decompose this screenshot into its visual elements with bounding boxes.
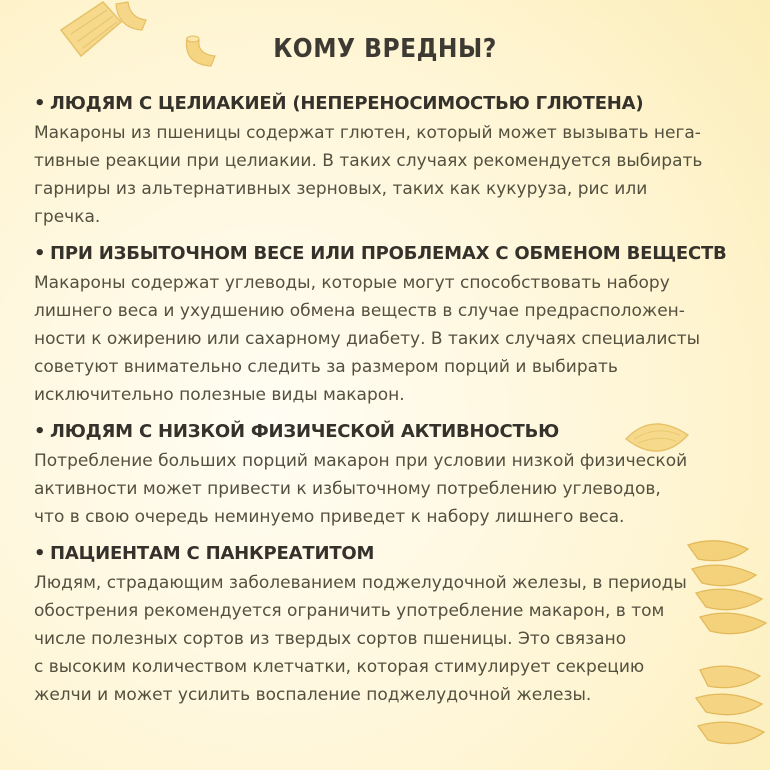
section-text: Макароны из пшеницы содержат глютен, который может вызывать нега- тивные реакции при целиакии. В таких случаях рекомендуется выбирать гарниры из альтернативных зерновых, таких как кукуруза, рис или гречка. (34, 123, 703, 227)
section-heading-text: ЛЮДЯМ С ЦЕЛИАКИЕЙ (НЕПЕРЕНОСИМОСТЬЮ ГЛЮТЕНА) (50, 93, 644, 114)
section-heading-text: ПАЦИЕНТАМ С ПАНКРЕАТИТОМ (50, 543, 375, 564)
page-title: КОМУ ВРЕДНЫ? (273, 34, 497, 64)
bullet-point: • (34, 243, 46, 264)
bullet-point: • (34, 93, 46, 114)
section-heading (34, 420, 740, 444)
bullet-point: • (34, 543, 46, 564)
section-text: Макароны содержат углеводы, которые могут способствовать набору лишнего веса и ухудшению обмена веществ в случае предрасположен- ности к ожирению или сахарному диабету. В таких случаях специалисты советуют внимательно следить за размером порций и выбирать исключительно полезные виды макарон. (34, 273, 701, 405)
section-heading (34, 92, 740, 116)
bullet-point: • (34, 421, 46, 442)
section-heading (34, 542, 740, 566)
section-pancreatitis (34, 542, 740, 709)
section-text: Людям, страдающим заболеванием поджелудочной железы, в периоды обострения рекомендуется ограничить употребление макарон, в том числе полезных сортов из твердых сортов пшеницы. Это связано с высоким количеством клетчатки, которая стимулирует секрецию желчи и может усилить воспаление поджелудочной железы. (34, 573, 687, 705)
section-heading-text: ПРИ ИЗБЫТОЧНОМ ВЕСЕ ИЛИ ПРОБЛЕМАХ С ОБМЕНОМ ВЕЩЕСТВ (50, 243, 727, 264)
sections-list (34, 92, 740, 720)
section-heading (34, 242, 740, 266)
section-text: Потребление больших порций макарон при условии низкой физической активности может привести к избыточному потреблению углеводов, что в свою очередь неминуемо приведет к набору лишнего веса. (34, 451, 688, 527)
section-heading-text: ЛЮДЯМ С НИЗКОЙ ФИЗИЧЕСКОЙ АКТИВНОСТЬЮ (50, 421, 560, 442)
section-celiac (34, 92, 740, 231)
section-low-activity (34, 420, 740, 531)
section-overweight (34, 242, 740, 409)
